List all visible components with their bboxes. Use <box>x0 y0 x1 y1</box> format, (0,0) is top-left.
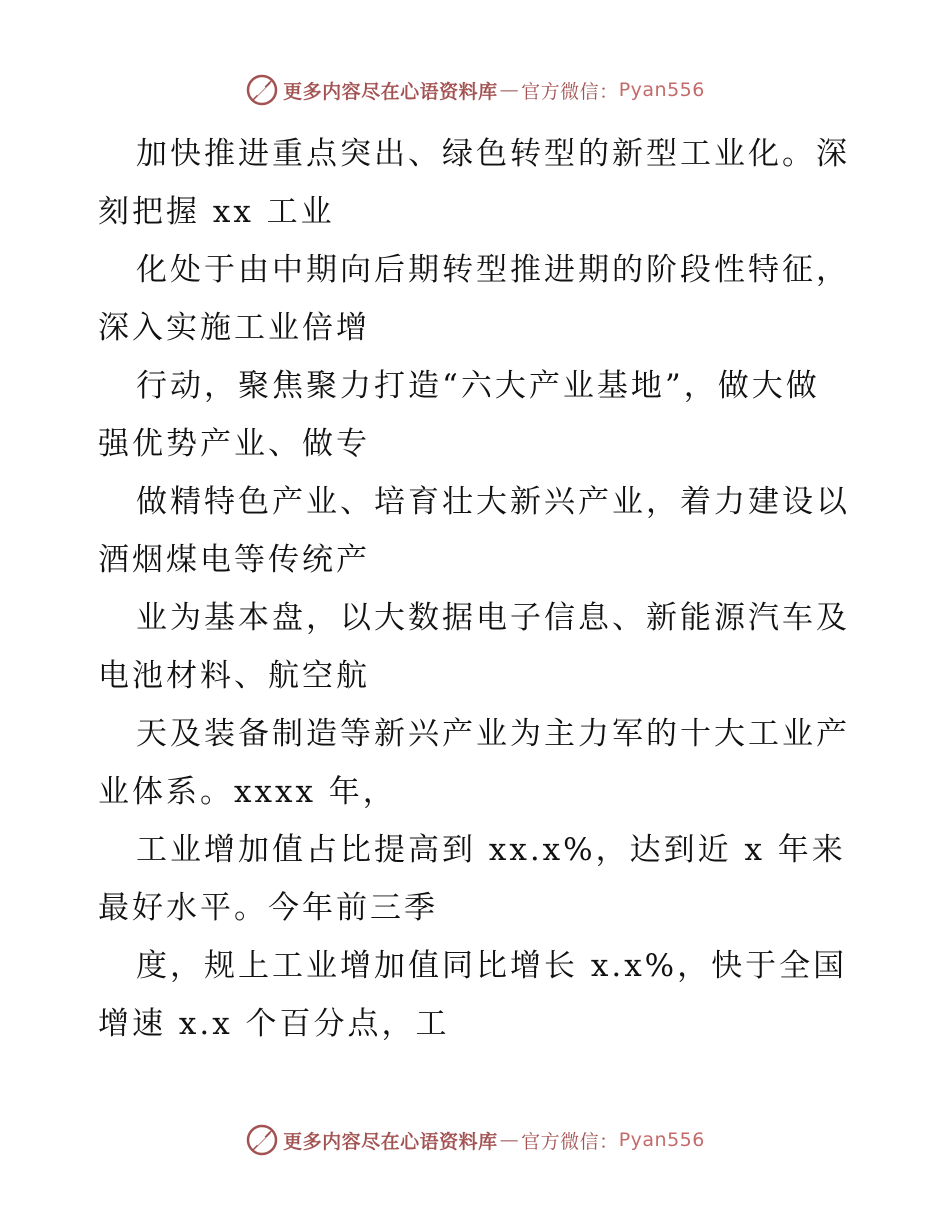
footer-watermark-banner <box>0 1120 950 1160</box>
body-line: 化处于由中期向后期转型推进期的阶段性特征， <box>136 252 850 288</box>
watermark-text <box>283 77 705 104</box>
body-line: 业为基本盘，以大数据电子信息、新能源汽车及 <box>136 600 850 636</box>
header-watermark-banner <box>0 70 950 110</box>
body-line: 电池材料、航空航 <box>98 658 370 694</box>
watermark-dash: — <box>499 1129 520 1151</box>
watermark-main-text: 更多内容尽在心语资料库 <box>283 80 498 103</box>
body-line: 酒烟煤电等传统产 <box>98 542 370 578</box>
body-line: 天及装备制造等新兴产业为主力军的十大工业产 <box>136 716 850 752</box>
body-line: 业体系。xxxx 年， <box>98 774 397 810</box>
watermark-dash: — <box>499 79 520 101</box>
document-body <box>98 125 858 1053</box>
body-line: 做精特色产业、培育壮大新兴产业，着力建设以 <box>136 484 850 520</box>
body-line: 最好水平。今年前三季 <box>98 890 438 926</box>
body-line: 行动，聚焦聚力打造“六大产业基地”，做大做 <box>136 368 820 404</box>
watermark-wechat-label: 官方微信： <box>521 1130 619 1153</box>
body-line: 增速 x.x 个百分点，工 <box>98 1006 450 1042</box>
watermark-wechat-id: Pyan556 <box>618 1129 705 1151</box>
watermark-text <box>283 1127 705 1154</box>
watermark-wechat-label: 官方微信： <box>521 80 619 103</box>
quill-pen-logo-icon <box>245 73 279 107</box>
body-line: 加快推进重点突出、绿色转型的新型工业化。深 <box>136 136 850 172</box>
quill-pen-logo-icon <box>245 1123 279 1157</box>
body-line: 强优势产业、做专 <box>98 426 370 462</box>
watermark-main-text: 更多内容尽在心语资料库 <box>283 1130 498 1153</box>
body-line: 工业增加值占比提高到 xx.x%，达到近 x 年来 <box>136 832 846 868</box>
body-line: 度，规上工业增加值同比增长 x.x%，快于全国 <box>136 948 848 984</box>
body-line: 深入实施工业倍增 <box>98 310 370 346</box>
body-line: 刻把握 xx 工业 <box>98 194 335 230</box>
watermark-wechat-id: Pyan556 <box>618 79 705 101</box>
